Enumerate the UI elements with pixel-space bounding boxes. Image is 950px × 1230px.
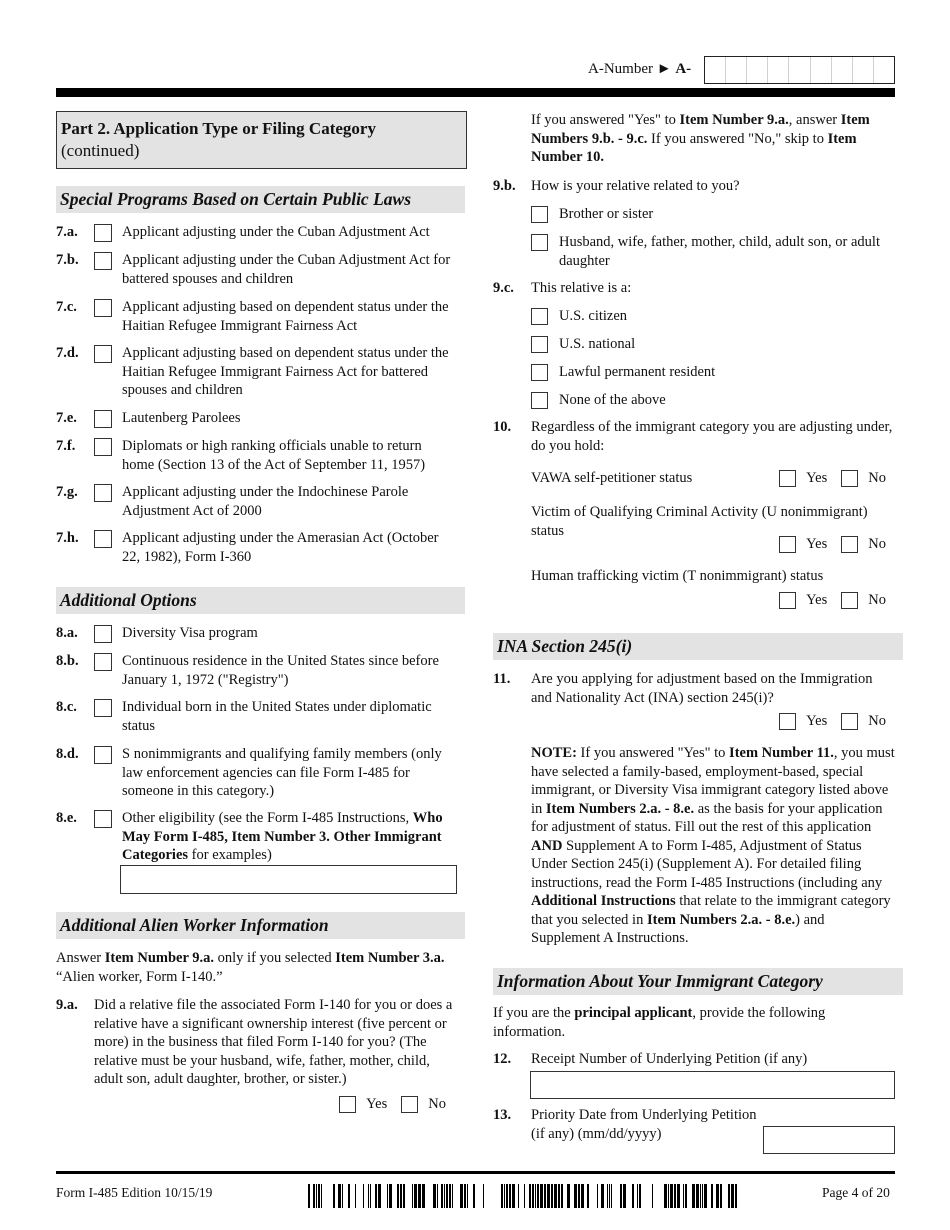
- special-programs-list: [56, 223, 457, 569]
- q10-u-label: [531, 503, 895, 540]
- anumber-label: [588, 61, 691, 78]
- form-edition-text: Form I-485 Edition 10/15/19: [56, 1185, 213, 1200]
- note-bold: Item Numbers 2.a. - 8.e.: [545, 800, 695, 817]
- question-text: Did a relative file the associated Form I-140 for you or does a relative have a significant ownership interest (five percent or more) in the business that filed Form I-140 for you? (The relative must be your husband, wife, father, mother, child, adult son, adult daughter, brother, or sister.): [94, 997, 453, 1087]
- item-number: 12.: [493, 1051, 512, 1067]
- additional-options-list: [56, 624, 457, 865]
- u-visa-text: Victim of Qualifying Criminal Activity (U nonimmigrant) status: [531, 504, 868, 539]
- note-text: If you answered "Yes" to: [576, 745, 730, 761]
- option-9c-2: [531, 335, 895, 363]
- checkbox-7c[interactable]: [94, 299, 112, 317]
- question-9a: [56, 996, 457, 1089]
- part-header: [56, 111, 467, 169]
- item-text: [122, 809, 457, 865]
- intro-text: “Alien worker, Form I-140.”: [56, 968, 223, 985]
- yes-label: Yes: [806, 470, 828, 486]
- checkbox-u-no[interactable]: [841, 536, 858, 553]
- section-heading: Additional Options: [60, 590, 197, 610]
- item-text: Lautenberg Parolees: [122, 410, 241, 426]
- option-label: None of the above: [559, 392, 666, 408]
- checkbox-9a-no[interactable]: [401, 1096, 418, 1113]
- item-number: 9.b.: [493, 178, 516, 194]
- intro-text: Answer: [56, 950, 105, 966]
- checkbox-t-no[interactable]: [841, 592, 858, 609]
- instr-text: If you answered "No," skip to: [647, 130, 828, 147]
- no-label: No: [868, 470, 886, 486]
- checkbox-8e[interactable]: [94, 810, 112, 828]
- question-9c: [493, 279, 895, 298]
- item-7h: [56, 529, 457, 569]
- item-7a: [56, 223, 457, 251]
- item-7f: [56, 437, 457, 483]
- yes-no-u: [740, 536, 890, 553]
- item-text: Applicant adjusting based on dependent status under the Haitian Refugee Immigrant Fairness Act for battered spouses and children: [122, 345, 449, 398]
- item-text: Applicant adjusting under the Amerasian Act (October 22, 1982), Form I-360: [122, 530, 439, 565]
- note-text: as the basis for your application for adjustment of status. Fill out the rest of this application: [531, 800, 883, 835]
- item-8c: [56, 698, 457, 745]
- option-label: Lawful permanent resident: [559, 364, 716, 380]
- section-heading: INA Section 245(i): [497, 636, 633, 656]
- item-number: 7.a.: [56, 224, 78, 240]
- section-heading: Special Programs Based on Certain Public Laws: [60, 189, 411, 209]
- checkbox-8d[interactable]: [94, 746, 112, 764]
- question-text: Priority Date from Underlying Petition (if any) (mm/dd/yyyy): [531, 1107, 757, 1142]
- question-text: Receipt Number of Underlying Petition (if any): [531, 1051, 808, 1067]
- item-text: S nonimmigrants and qualifying family members (only law enforcement agencies can file Form I-485 for someone in this category.): [122, 746, 442, 799]
- item-text: Diplomats or high ranking officials unable to return home (Section 13 of the Act of September 11, 1957): [122, 438, 426, 473]
- item-number: 8.b.: [56, 653, 79, 669]
- item-text: Individual born in the United States under diplomatic status: [122, 699, 432, 734]
- question-10: [493, 418, 895, 455]
- checkbox-9c-2[interactable]: [531, 336, 548, 353]
- checkbox-11-yes[interactable]: [779, 713, 796, 730]
- item-number: 7.d.: [56, 345, 79, 361]
- checkbox-7a[interactable]: [94, 224, 112, 242]
- item-number: 7.f.: [56, 438, 76, 454]
- section-heading: Information About Your Immigrant Category: [497, 971, 823, 991]
- yes-no-t: [740, 592, 890, 609]
- note-text: that relate to the immigrant category that you selected in: [531, 893, 891, 928]
- yes-label: Yes: [806, 536, 828, 552]
- no-label: No: [868, 592, 886, 608]
- item-text: Continuous residence in the United States since before January 1, 1972 ("Registry"): [122, 653, 439, 688]
- section-heading: Additional Alien Worker Information: [60, 915, 329, 935]
- item-8d: [56, 745, 457, 809]
- page-number-text: Page 4 of 20: [822, 1185, 890, 1200]
- section-special-programs: [56, 186, 465, 213]
- item-number: 8.d.: [56, 746, 79, 762]
- q10-t-label: [531, 568, 823, 585]
- t-visa-text: Human trafficking victim (T nonimmigrant) status: [531, 568, 824, 584]
- checkbox-9c-4[interactable]: [531, 392, 548, 409]
- no-label: No: [868, 536, 886, 552]
- item-text: Diversity Visa program: [122, 625, 258, 641]
- checkbox-8c[interactable]: [94, 699, 112, 717]
- question-11: [493, 670, 895, 707]
- priority-date-input[interactable]: [763, 1126, 895, 1154]
- note-text: Supplement A to Form I-485, Adjustment of Status Under Section 245(i) (Supplement A). For detailed filing instructions, read the Form I-485 Instructions (including any: [531, 837, 883, 891]
- no-label: No: [868, 713, 886, 729]
- intro-text: only if you selected: [214, 950, 336, 966]
- question-text: Regardless of the immigrant category you are adjusting under, do you hold:: [531, 419, 893, 454]
- instruction-9bc: [531, 111, 895, 167]
- question-text: Are you applying for adjustment based on the Immigration and Nationality Act (INA) section 245(i)?: [531, 671, 873, 706]
- yes-no-9a: [300, 1096, 450, 1113]
- checkbox-7b[interactable]: [94, 252, 112, 270]
- yes-no-11: [740, 713, 890, 730]
- item-text-part: Other eligibility (see the Form I-485 Instructions,: [122, 810, 413, 826]
- note-bold: AND: [531, 837, 563, 854]
- intro-bold: Item Number 3.a.: [335, 950, 445, 966]
- item-number: 9.c.: [493, 280, 514, 296]
- checkbox-11-no[interactable]: [841, 713, 858, 730]
- checkbox-9c-1[interactable]: [531, 308, 548, 325]
- intro-bold: Item Number 9.a.: [104, 950, 215, 966]
- item-number: 13.: [493, 1107, 512, 1123]
- note-11: [531, 744, 895, 948]
- checkbox-7h[interactable]: [94, 530, 112, 548]
- options-9c: [531, 307, 895, 419]
- item-number: 7.h.: [56, 530, 79, 546]
- no-label: No: [428, 1096, 446, 1112]
- option-9c-4: [531, 391, 895, 419]
- option-label: U.S. national: [559, 336, 636, 352]
- checkbox-vawa-yes[interactable]: [779, 470, 796, 487]
- item-number: 7.e.: [56, 410, 77, 426]
- checkbox-9b-2[interactable]: [531, 234, 548, 251]
- option-9b-2: [531, 233, 895, 270]
- option-9c-3: [531, 363, 895, 391]
- yes-label: Yes: [366, 1096, 388, 1112]
- item-number: 8.e.: [56, 810, 77, 826]
- item-text: Applicant adjusting under the Cuban Adjustment Act: [122, 224, 430, 240]
- question-12: [493, 1050, 895, 1069]
- anumber-prefix: A-: [675, 61, 692, 77]
- page-number: [822, 1185, 890, 1201]
- checkbox-9c-3[interactable]: [531, 364, 548, 381]
- item-text: Applicant adjusting under the Cuban Adjustment Act for battered spouses and children: [122, 252, 451, 287]
- instr-bold: Item Number 10.: [531, 130, 857, 165]
- option-label: Husband, wife, father, mother, child, adult son, or adult daughter: [559, 234, 880, 269]
- note-bold: Item Number 11.: [729, 745, 834, 761]
- item-number: 7.b.: [56, 252, 79, 268]
- yes-label: Yes: [806, 592, 828, 608]
- item-number: 9.a.: [56, 997, 78, 1013]
- note-bold: Additional Instructions: [531, 893, 676, 909]
- part-title: Part 2. Application Type or Filing Category: [61, 119, 376, 138]
- intro-bold: principal applicant: [574, 1005, 693, 1021]
- options-9b: [531, 205, 895, 270]
- item-7d: [56, 344, 457, 409]
- checkbox-u-yes[interactable]: [779, 536, 796, 553]
- item-text: Applicant adjusting under the Indochinese Parole Adjustment Act of 2000: [122, 484, 409, 519]
- checkbox-9a-yes[interactable]: [339, 1096, 356, 1113]
- item-number: 10.: [493, 419, 512, 435]
- section-alien-worker: [56, 912, 465, 939]
- checkbox-7g[interactable]: [94, 484, 112, 502]
- intro-text: , provide the following information.: [493, 1005, 826, 1040]
- other-eligibility-input[interactable]: [120, 865, 457, 894]
- anumber-label-text: A-Number ►: [588, 61, 676, 77]
- checkbox-7e[interactable]: [94, 410, 112, 428]
- intro-text: If you are the: [493, 1005, 575, 1021]
- option-label: Brother or sister: [559, 206, 654, 222]
- section-immigrant-category: [493, 968, 903, 995]
- item-number: 7.c.: [56, 299, 77, 315]
- immigrant-category-intro: [493, 1004, 895, 1041]
- barcode-image: [308, 1184, 744, 1208]
- section-additional-options: [56, 587, 465, 614]
- alien-worker-intro: [56, 949, 457, 986]
- checkbox-t-yes[interactable]: [779, 592, 796, 609]
- instr-bold: Item Numbers 9.b. - 9.c.: [531, 112, 870, 147]
- instr-text: , answer: [788, 112, 841, 128]
- top-rule: [56, 88, 895, 97]
- note-text: , you must have selected a family-based, employment-based, special immigrant, or Diversity Visa immigrant category listed above in: [531, 745, 895, 817]
- question-text: This relative is a:: [531, 280, 632, 296]
- instr-bold: Item Number 9.a.: [679, 112, 789, 128]
- instr-text: If you answered "Yes" to: [531, 112, 680, 128]
- vawa-text: VAWA self-petitioner status: [531, 470, 693, 486]
- item-7b: [56, 251, 457, 298]
- yes-no-vawa: [740, 470, 890, 487]
- question-13: [493, 1106, 763, 1143]
- checkbox-8a[interactable]: [94, 625, 112, 643]
- item-text: Applicant adjusting based on dependent status under the Haitian Refugee Immigrant Fairness Act: [122, 299, 449, 334]
- item-8b: [56, 652, 457, 698]
- checkbox-9b-1[interactable]: [531, 206, 548, 223]
- option-label: U.S. citizen: [559, 308, 628, 324]
- checkbox-8b[interactable]: [94, 653, 112, 671]
- option-9b-1: [531, 205, 895, 233]
- item-7e: [56, 409, 457, 437]
- q10-vawa-label: [531, 470, 692, 487]
- anumber-input[interactable]: [704, 56, 895, 84]
- option-9c-1: [531, 307, 895, 335]
- note-text: ) and Supplement A Instructions.: [531, 911, 825, 946]
- item-number: 8.c.: [56, 699, 77, 715]
- checkbox-7f[interactable]: [94, 438, 112, 456]
- note-bold: Item Numbers 2.a. - 8.e.: [646, 911, 796, 928]
- item-number: 7.g.: [56, 484, 78, 500]
- note-label: NOTE:: [531, 745, 577, 761]
- item-8e: [56, 809, 457, 865]
- part-subtitle: (continued): [61, 141, 140, 160]
- item-text-part: for examples): [188, 847, 272, 863]
- checkbox-7d[interactable]: [94, 345, 112, 363]
- receipt-number-input[interactable]: [530, 1071, 895, 1099]
- item-7c: [56, 298, 457, 344]
- yes-label: Yes: [806, 713, 828, 729]
- form-edition: [56, 1185, 212, 1201]
- item-number: 8.a.: [56, 625, 78, 641]
- item-number: 11.: [493, 671, 511, 687]
- item-7g: [56, 483, 457, 529]
- section-ina-245i: [493, 633, 903, 660]
- question-9b: [493, 177, 895, 196]
- item-text-bold: Who May Form I-485, Item Number 3. Other Immigrant Categories: [122, 810, 443, 863]
- question-text: How is your relative related to you?: [531, 178, 740, 194]
- item-8a: [56, 624, 457, 652]
- checkbox-vawa-no[interactable]: [841, 470, 858, 487]
- bottom-rule: [56, 1171, 895, 1174]
